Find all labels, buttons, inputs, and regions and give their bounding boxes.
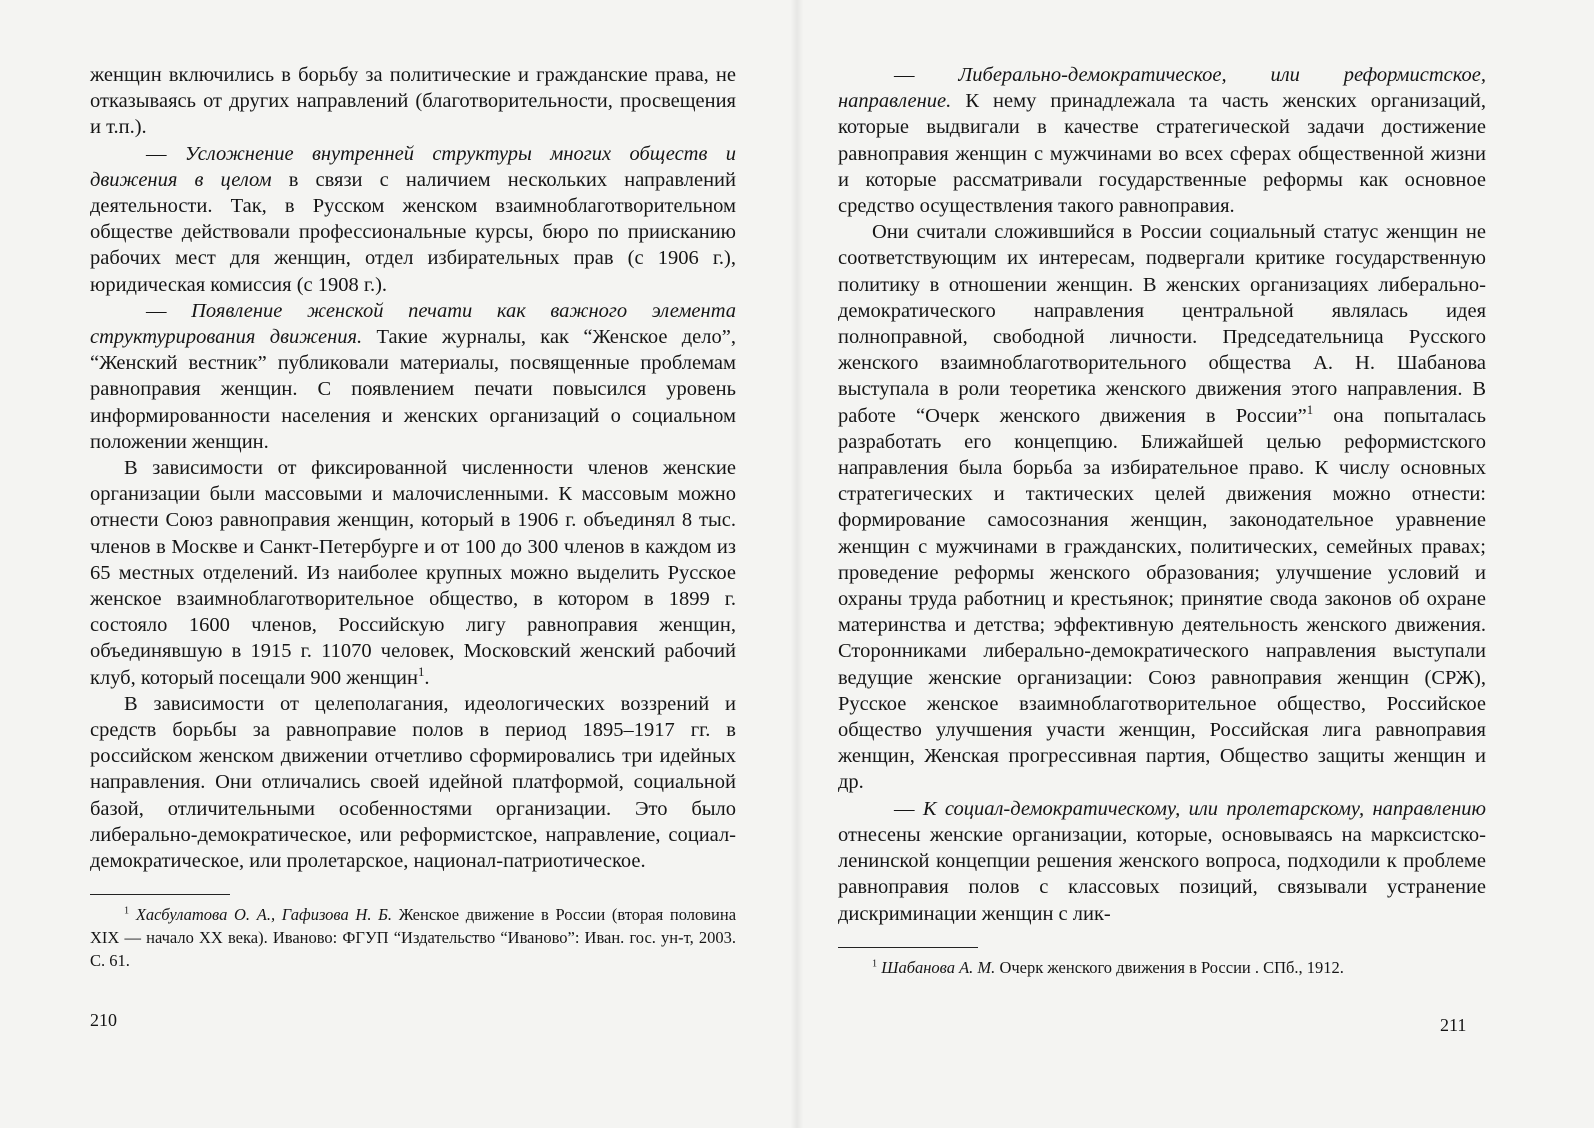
paragraph-p3	[90, 298, 736, 455]
italic-run: Усложнение внутренней структуры многих обществ и движения в целом	[90, 142, 736, 191]
text-run: женщин включились в борьбу за политические и гражданские права, не отказываясь от других направлений (благотворительности, просвещения и т.п.).	[90, 64, 736, 139]
text-run: —	[146, 299, 192, 322]
left-page-number: 210	[90, 1010, 117, 1030]
text-run: —	[894, 797, 923, 820]
paragraph-p1	[90, 62, 736, 141]
footnote-ref-marker: 1	[1306, 402, 1314, 417]
left-footnote	[90, 903, 736, 972]
paragraph-p2	[90, 141, 736, 298]
paragraph-p4	[90, 455, 736, 691]
italic-run: Хасбулатова О. А., Гафизова Н. Б.	[135, 905, 393, 925]
text-run: Они считали сложившийся в России социальный статус женщин не соответствующим их интересам, подвергали критике государственную политику в отношении женщин. В женских организациях либерально-демократического направления центральной являлась идея полноправной, свободной личности. Председательница Русского женского взаимноблаготворительного общества А. Н. Шабанова выступала в роли теоретика женского движения этого направления. В работе “Очерк женского движения в России”	[838, 221, 1486, 427]
left-footnote-rule	[90, 894, 230, 895]
right-body-text	[838, 62, 1486, 927]
right-page	[838, 62, 1486, 979]
footnote-ref-marker: 1	[417, 664, 425, 679]
text-run: в связи с наличием нескольких направлений деятельности. Так, в Русском женском взаимноблаготворительном обществе действовали профессиональные курсы, бюро по приисканию рабочих мест для женщин, отдел избирательных прав (с 1906 г.), юридическая комиссия (с 1908 г.).	[90, 168, 736, 296]
text-run: Женское движение в России (вторая половина XIX — начало XX века). Иваново: ФГУП “Издательство “Иваново”: Иван. гос. ун-т, 2003. С. 61.	[90, 905, 737, 971]
book-gutter	[790, 0, 804, 1128]
text-run: она попыталась разработать его концепцию. Ближайшей целью реформистского направления была борьба за избирательное право. К числу основных стратегических и тактических целей движения можно отнести: формирование самосознания женщин, законодательное уравнение женщин с мужчинами в гражданских, политических, семейных правах; проведение реформы женского образования; улучшение условий и охраны труда работниц и крестьянок; принятие свода законов об охране материнства и детства; эффективную деятельность женского движения. Сторонниками либерально-демократического направления выступали ведущие женские организации: Союз равноправия женщин (СРЖ), Русское женское взаимноблаготворительное общество, Российское общество улучшения участи женщин, Российская лига равноправия женщин, Женская прогрессивная партия, Общество защиты женщин и др.	[838, 404, 1486, 794]
paragraph-r3	[838, 796, 1486, 927]
text-run: отнесены женские организации, которые, основываясь на марксистско-ленинской концепции решения женского вопроса, подходили к проблеме равноправия полов с классовых позиций, связывали устранение дискриминации женщин с лик-	[838, 823, 1486, 925]
italic-run: Шабанова А. М.	[881, 957, 996, 977]
paragraph-p5	[90, 691, 736, 874]
text-run: —	[894, 64, 959, 86]
italic-run: К социал-демократическому, или пролетарскому, направлению	[922, 797, 1487, 820]
left-page	[90, 62, 736, 972]
text-run: К нему принадлежала та часть женских организаций, которые выдвигали в качестве стратегической задачи достижение равноправия женщин с мужчинами во всех сферах общественной жизни и которые рассматривали государственные реформы как основное средство осуществления такого равноправия.	[838, 90, 1486, 218]
italic-run: Либерально-демократическое, или реформистское, направление.	[838, 64, 1487, 113]
text-run: В зависимости от целеполагания, идеологических воззрений и средств борьбы за равноправие полов в период 1895–1917 гг. в российском женском движении отчетливо сформировались три идейных направления. Они отличались своей идейной платформой, социальной базой, отличительными особенностями организации. Это было либерально-демократическое, или реформистское, направление, социал-демократическое, или пролетарское, национал-патриотическое.	[90, 692, 736, 873]
italic-run: Появление женской печати как важного элемента структурирования движения.	[90, 299, 736, 349]
right-footnote-rule	[838, 947, 978, 948]
footnote-marker: 1	[872, 958, 878, 970]
text-run: Такие журналы, как “Женское дело”, “Женский вестник” публиковали материалы, посвященные проблемам равноправия женщин. С появлением печати повысился уровень информированности населения и женских организаций о социальном положении женщин.	[90, 326, 736, 453]
right-footnote	[838, 956, 1486, 979]
text-run: .	[424, 666, 430, 689]
text-run: В зависимости от фиксированной численности членов женские организации были массовыми и малочисленными. К массовым можно отнести Союз равноправия женщин, который в 1906 г. объединял 8 тыс. членов в Москве и Санкт-Петербурге и от 100 до 300 членов в каждом из 65 местных отделений. Из наиболее крупных можно выделить Русское женское взаимноблаготворительное общество, в котором в 1899 г. состояло 1600 членов, Российскую лигу равноправия женщин, объединявшую в 1915 г. 11070 человек, Московский женский рабочий клуб, который посещали 900 женщин	[90, 457, 736, 689]
right-page-number: 211	[1440, 1015, 1467, 1035]
text-run: —	[146, 142, 185, 165]
text-run: Очерк женского движения в России . СПб., 1912.	[995, 957, 1344, 977]
footnote-marker: 1	[124, 905, 130, 917]
paragraph-r2	[838, 219, 1486, 795]
left-body-text	[90, 62, 736, 874]
paragraph-r1	[838, 62, 1486, 219]
